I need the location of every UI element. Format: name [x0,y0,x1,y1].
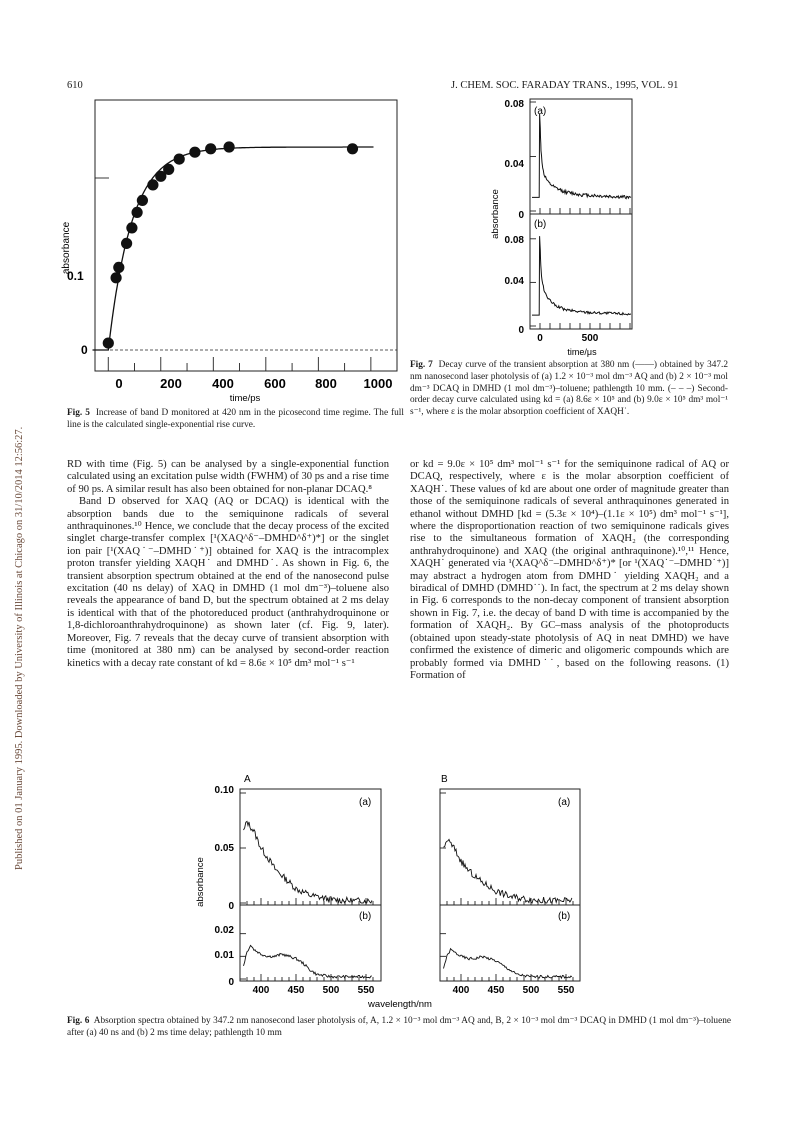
fig5-data-point [163,164,174,175]
fig7-ytick-label: 0.08 [504,235,524,246]
paragraph: or kd = 9.0ε × 10⁵ dm³ mol⁻¹ s⁻¹ for the semiquinone radical of AQ or DCAQ, respectively, where ε is the molar absorption coefficient of XAQH˙. These values of kd are about one order of magnitude greater than those of the semiquinone radicals of several anthraquinones generated in ethanol without DMHD [kd = (5.3ε × 10⁴)–(1.1ε × 10⁵) dm³ mol⁻¹ s⁻¹], where the disproportionation reaction of two semiquinone radicals gives rise to the simultaneous formation of XAQH₂ (the corresponding anthrahydroquinone) and XAQ (the original anthraquinone).¹⁰,¹¹ Hence, XAQH˙ generated via ¹(XAQ^δ⁻–DMHD^δ⁺)* [or ¹(XAQ˙⁻–DMHD˙⁺)] may abstract a hydrogen atom from DMHD˙ yielding XAQH₂ and a biradical of DMHD (DMHD˙˙). In fact, the spectrum at 2 ms delay shown in Fig. 6 corresponds to the non-decay component of transient absorption shown in Fig. 7, i.e. the decay of band D with time is accompanied by the formation of XAQH₂. By GC–mass analysis of the photoproducts (obtained upon steady-state photolysis of AQ in neat DMHD) we have confirmed the existence of dimeric and oligomeric compounds which are probably formed via DMHD˙˙, based on the following reasons. (1) Formation of [410,459,729,681]
fig7a-decay-curve [532,114,631,199]
download-watermark [2,170,25,870]
fig5-data-point [103,338,114,349]
fig5-data-point [126,222,137,233]
fig5-ytick-label: 0.1 [67,269,84,283]
fig5-xtick-label: 600 [264,376,286,391]
fig5-data-point [205,143,216,154]
fig6A-xtick-label: 500 [322,985,340,996]
fig6-xlabel: wavelength/nm [368,999,432,1010]
fig6-panel-A: A [244,774,251,785]
fig7-ytick-label: 0.04 [504,276,524,287]
text-column-left [67,459,389,670]
fig6B-xtick-label: 550 [557,985,575,996]
fig7-chart [488,94,640,358]
fig5-xtick-label: 800 [315,376,337,391]
fig6-ylabel: absorbance [195,857,206,907]
text-column-right [410,459,729,682]
fig6B-sub-a: (a) [558,797,571,808]
fig5-data-point [189,147,200,158]
fig6B-xtick-label: 500 [522,985,540,996]
fig6-ytick-label: 0.01 [214,950,234,961]
fig6B-xtick-label: 400 [452,985,470,996]
fig5-data-point [347,143,358,154]
fig5-xlabel: time/ps [229,393,261,403]
page-number: 610 [67,80,83,91]
fig6A-a-spectrum [244,821,372,903]
fig5-xtick-label: 0 [115,376,123,391]
fig6-ytick-label: 0.10 [214,785,234,796]
fig5-data-point [224,141,235,152]
fig6B-xtick-label: 450 [487,985,505,996]
fig5-xtick-label: 1000 [363,376,393,391]
fig7-panel-a: (a) [534,106,547,117]
fig6A-b-spectrum [244,945,372,978]
fig5-ytick-label: 0 [81,343,88,357]
fig5-data-point [132,207,143,218]
fig6B-a-spectrum [444,839,572,903]
fig7-xlabel: time/μs [567,347,597,357]
fig6A-xtick-label: 450 [287,985,305,996]
fig5-xtick-label: 200 [160,376,182,391]
fig5-caption [67,408,404,432]
fig7-caption-label: Fig. 7 [410,360,433,370]
fig5-xtick-label: 400 [212,376,234,391]
fig7-ytick-label: 0 [518,325,524,336]
fig6A-xtick-label: 550 [357,985,375,996]
paragraph: Band D observed for XAQ (AQ or DCAQ) is identical with the absorption bands due to the semiquinone radicals of several anthraquinones.¹⁰ Hence, we conclude that the decay process of the excited singlet charge-transfer complex [¹(XAQ^δ⁻–DMHD^δ⁺)*] or the singlet ion pair [¹(XAQ˙⁻–DMHD˙⁺)] obtained for XAQ is the intracomplex proton transfer yielding XAQH˙ and DMHD˙. As shown in Fig. 6, the transient absorption spectrum obtained at the end of the nanosecond pulse excitation (40 ns delay) of XAQ in DMHD (1 mol dm⁻³)–toluene also reveals the appearance of band D, but the spectrum obtained at 2 ms delay is identical with that of the photoreduced product (anthrahydroquinone or 1,8-dichloroanthrahydroquinone) as shown later (cf. Fig. 9, later). Moreover, Fig. 7 reveals that the decay curve of transient absorption with time (monitored at 380 nm) can be analysed by second-order reaction kinetics with a decay rate constant of kd = 8.6ε × 10⁵ dm³ mol⁻¹ s⁻¹ [67,496,389,669]
fig6A-sub-a: (a) [359,797,372,808]
fig7-ytick-label: 0.04 [504,159,524,170]
fig7-ytick-label: 0 [518,210,524,221]
fig5-data-point [111,272,122,283]
fig6B-sub-b: (b) [558,911,571,922]
fig7-xtick-label: 500 [581,333,599,344]
fig6A-sub-b: (b) [359,911,372,922]
paragraph: RD with time (Fig. 5) can be analysed by a single-exponential function calculated using an excitation pulse width (FWHM) of 30 ps and a rise time of 90 ps. A similar result has also been obtained for non-planar DCAQ.⁸ [67,459,389,495]
fig6-caption-label: Fig. 6 [67,1016,90,1026]
fig6-caption-text: Absorption spectra obtained by 347.2 nm nanosecond laser photolysis of, A, 1.2 × 10⁻³ mol dm⁻³ AQ and, B, 2 × 10⁻³ mol dm⁻³ DCAQ in DMHD (1 mol dm⁻³)–toluene after (a) 40 ns and (b) 2 ms time delay; pathlength 10 mm [67,1016,731,1038]
fig5-frame [95,100,397,371]
fig7-xtick-label: 0 [537,333,543,344]
fig6-ytick-label: 0.05 [214,843,234,854]
fig5-caption-label: Fig. 5 [67,408,90,418]
fig7b-decay-curve [532,236,631,315]
download-watermark-text: Published on 01 January 1995. Downloaded by University of Illinois at Chicago on 31/10/2014 12:56:27. [14,426,25,870]
fig7-ylabel: absorbance [490,189,501,239]
fig7-panel-b: (b) [534,219,547,230]
fig6-chart [190,772,600,1017]
fig6A-xtick-label: 400 [252,985,270,996]
fig6-ytick-label: 0.02 [214,925,234,936]
fig5-data-point [121,238,132,249]
fig5-fit-curve [93,147,374,350]
fig6-ytick-label: 0 [228,977,234,988]
fig7-caption-text: Decay curve of the transient absorption at 380 nm (——) obtained by 347.2 nm nanosecond laser photolysis of (a) 1.2 × 10⁻³ mol dm⁻³ AQ and (b) 2 × 10⁻³ mol dm⁻³ DCAQ in DMHD (1 mol dm⁻³)–toluene; pathlength 10 mm. (– – –) Second-order decay curve calculated using kd = (a) 8.6ε × 10⁵ and (b) 9.0ε × 10⁵ dm³ mol⁻¹ s⁻¹, where ε is the molar absorption coefficient of XAQH˙. [410,360,728,418]
fig7-caption [410,360,728,419]
fig6-panel-B: B [441,774,448,785]
fig6-caption [67,1016,731,1040]
running-header: J. CHEM. SOC. FARADAY TRANS., 1995, VOL. 91 [451,80,679,91]
fig5-ylabel: absorbance [61,221,72,275]
fig6B-b-spectrum [444,949,572,979]
fig7-ytick-label: 0.08 [504,99,524,110]
fig5-data-point [137,195,148,206]
fig6-ytick-label: 0 [228,901,234,912]
fig5-caption-text: Increase of band D monitored at 420 nm in the picosecond time regime. The full line is the calculated single-exponential rise curve. [67,408,404,430]
fig5-data-point [174,154,185,165]
fig5-data-point [147,179,158,190]
fig5-chart [55,98,405,403]
fig5-data-point [113,262,124,273]
